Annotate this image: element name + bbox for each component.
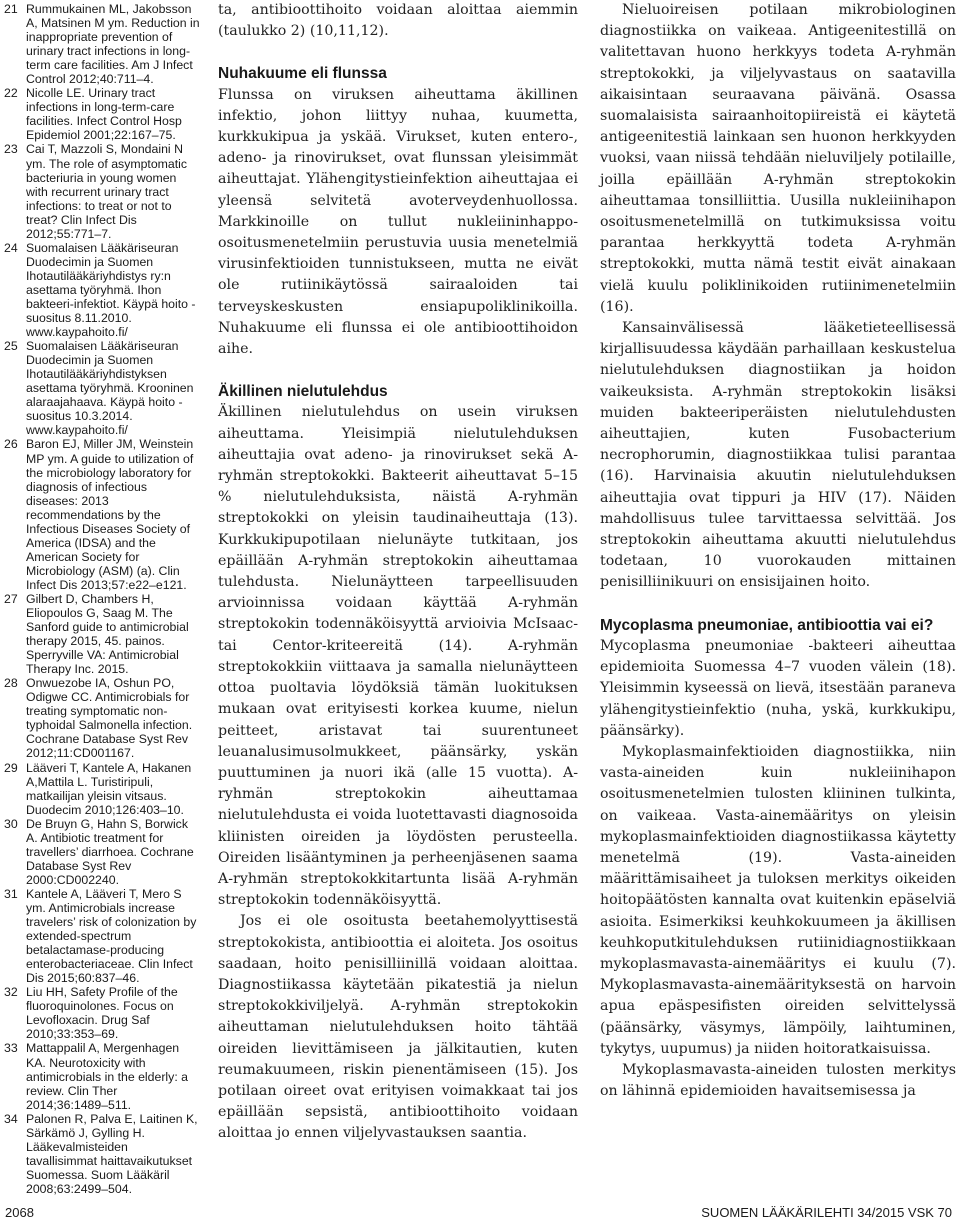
reference-item (4, 437, 200, 592)
reference-number: 32 (4, 985, 18, 1000)
reference-number: 24 (4, 240, 18, 255)
reference-text: Rummukainen ML, Jakobsson A, Matsinen M ym. Reduction in inappropriate prevention of urinary tract infections in long-term care facilities. Am J Infect Control 2012;40:711–4. (26, 2, 200, 87)
reference-text: Suomalaisen Lääkäriseuran Duodecimin ja Suomen Ihotautilääkäriyhdistys ry:n asettama työryhmä. Ihon bakteeri-infektiot. Käypä hoito -suositus 8.11.2010. www.kaypahoito.fi/ (26, 240, 196, 340)
reference-item (4, 676, 200, 760)
reference-number: 25 (4, 339, 18, 354)
reference-item (4, 1112, 200, 1196)
reference-item (4, 817, 200, 887)
reference-item (4, 985, 200, 1041)
reference-number: 28 (4, 676, 18, 691)
body-paragraph: Kansainvälisessä lääketieteellisessä kirjallisuudessa käydään parhaillaan keskustelua nielutulehduksen diagnostiikan ja hoidon vaikeuksista. A-ryhmän streptokokin lisäksi muiden bakteeriperäisten nielutulehdusten aiheuttajien, kuten Fusobacterium necrophorumin, diagnostiikkaa tulisi parantaa (16). Harvinaisia akuutin nielutulehduksen aiheuttajia ovat tippuri ja HIV (17). Näiden mahdollisuus tulee tarvittaessa selvittää. Jos streptokokin aiheuttama akuutti nielutulehdus todetaan, 10 vuorokauden mittainen penisilliinikuuri on ensisijainen hoito. (600, 320, 956, 591)
reference-number: 33 (4, 1041, 18, 1056)
body-paragraph: Jos ei ole osoitusta beetahemolyyttisestä streptokokista, antibioottia ei aloiteta. Jos osoitus saadaan, hoito penisilliinillä voidaan aloittaa. Diagnostiikassa käytetään pikatestiä ja nielun streptokokkiviljelyä. A-ryhmän streptokokin aiheuttaman nielutulehduksen hoito tähtää oireiden lievittämiseen ja jälkitautien, kuten reumakuumeen, riskin pienentämiseen (15). Jos potilaan oireet ovat erityisen voimakkaat tai jos epäillään sepsistä, antibioottihoito voidaan aloittaa jo ennen viljelyvastauksen saantia. (218, 913, 578, 1142)
reference-item (4, 2, 200, 86)
section-heading-flu: Nuhakuume eli flunssa (218, 65, 387, 83)
body-paragraph: Mykoplasmavasta-aineiden tulosten merkitys on lähinnä epidemioiden havaitsemisessa ja (600, 1061, 956, 1100)
section-heading-throat: Äkillinen nielutulehdus (218, 383, 388, 401)
reference-number: 31 (4, 886, 18, 901)
reference-text: Gilbert D, Chambers H, Eliopoulos G, Saag M. The Sanford guide to antimicrobial therapy 2015, 45. painos. Sperryville VA: Antimicrobial Therapy Inc. 2015. (26, 591, 189, 677)
reference-list (4, 2, 200, 1196)
reference-text: De Bruyn G, Hahn S, Borwick A. Antibiotic treatment for travellers’ diarrhoea. Cochrane Database Syst Rev 2000:CD002240. (26, 816, 194, 887)
reference-text: Liu HH, Safety Profile of the fluoroquinolones. Focus on Levofloxacin. Drug Saf 2010;33:353–69. (26, 985, 178, 1042)
reference-text: Baron EJ, Miller JM, Weinstein MP ym. A guide to utilization of the microbiology laboratory for diagnosis of infectious diseases: 2013 recommendations by the Infectious Diseases Society of America (IDSA) and the American Society for Microbiology (ASM) (a). Clin Infect Dis 2013;57:e22–e121. (26, 437, 194, 592)
reference-text: Kantele A, Lääveri T, Mero S ym. Antimicrobials increase travelers’ risk of colonization by extended-spectrum betalactamase-producing enterobacteriaceae. Clin Infect Dis 2015;60:837–46. (26, 886, 197, 986)
reference-item (4, 339, 200, 437)
body-paragraph: Mycoplasma pneumoniae -bakteeri aiheuttaa epidemioita Suomessa 4–7 vuoden välein (18). Yleisimmin kyseessä on lievä, itsestään paraneva ylähengitystieinfektio (nuha, yskä, kurkkukipu, päänsärky). (600, 637, 956, 739)
reference-number: 30 (4, 816, 18, 831)
middle-column (218, 0, 578, 1145)
reference-text: Nicolle LE. Urinary tract infections in long-term-care facilities. Infect Control Hosp Epidemiol 2001;22:167–75. (26, 86, 182, 143)
body-paragraph: ta, antibioottihoito voidaan aloittaa aiemmin (taulukko 2) (10,11,12). (218, 2, 578, 40)
reference-text: Cai T, Mazzoli S, Mondaini N ym. The role of asymptomatic bacteriuria in young women with recurrent urinary tract infections: to treat or not to treat? Clin Infect Dis 2012;55:771–7. (26, 142, 188, 241)
reference-number: 23 (4, 142, 18, 157)
reference-number: 22 (4, 86, 18, 101)
reference-item (4, 241, 200, 339)
reference-item (4, 761, 200, 817)
reference-number: 26 (4, 437, 18, 452)
journal-info: SUOMEN LÄÄKÄRILEHTI 34/2015 VSK 70 (701, 1205, 952, 1220)
reference-number: 34 (4, 1111, 18, 1126)
section-heading-mycoplasma: Mycoplasma pneumoniae, antibioottia vai ei? (600, 616, 934, 634)
right-column (600, 0, 956, 1102)
page-number: 2068 (5, 1205, 34, 1220)
reference-text: Suomalaisen Lääkäriseuran Duodecimin ja Suomen Ihotautilääkäriyhdistyksen asettama työryhmä. Krooninen alaraajahaava. Käypä hoito -suositus 10.3.2014. www.kaypahoito.fi/ (26, 339, 194, 438)
reference-number: 29 (4, 760, 18, 775)
body-paragraph: Nieluoireisen potilaan mikrobiologinen diagnostiikka on vaikeaa. Antigeenitestillä on valitettavan huono herkkyys todeta A-ryhmän streptokokki, ja viljelyvastaus on saatavilla aikaisintaan seuraavana päivänä. Osassa suomalaisista sairaanhoitopiireistä ei käytetä antigeenitestiä lainkaan sen huonon herkkyyden vuoksi, vaan niissä tehdään nieluviljely potilaille, joilla epäillään A-ryhmän streptokokin aiheuttamaa tonsilliittia. Uusilla nukleiinihapon osoitusmenetelmillä on tutkimuksissa voitu parantaa herkkyyttä todeta A-ryhmän streptokokki, mutta nämä testit eivät ainakaan vielä kuulu poliklinikoiden rutiinimenetelmiin (16). (600, 2, 956, 315)
reference-item (4, 86, 200, 142)
reference-text: Onwuezobe IA, Oshun PO, Odigwe CC. Antimicrobials for treating symptomatic non-typhoidal Salmonella infection. Cochrane Database Syst Rev 2012;11:CD001167. (26, 676, 193, 761)
reference-number: 21 (4, 2, 18, 16)
reference-item (4, 142, 200, 240)
reference-item (4, 592, 200, 676)
reference-text: Lääveri T, Kantele A, Hakanen A,Mattila L. Turistiripuli, matkailijan yleisin vitsaus. Duodecim 2010;126:403–10. (26, 760, 192, 817)
page-footer (0, 1205, 960, 1225)
body-paragraph: Mykoplasmainfektioiden diagnostiikka, niin vasta-aineiden kuin nukleiinihapon osoitusmenetelmien tulosten kliininen tulkinta, on vaikeaa. Vasta-ainemääritys on yleisin mykoplasmainfektioiden diagnostiikassa käytetty menetelmä (19). Vasta-aineiden määrittämisaiheet ja tuloksen merkitys oikeiden hoitopäätösten kannalta ovat kuitenkin epäselviä asioita. Esimerkiksi keuhkokuumeen ja äkillisen keuhkoputkitulehduksen rutiinidiagnostiikkaan mykoplasmavasta-ainemääritys ei kuulu (7). Mykoplasmavasta-ainemäärityksestä on harvoin apua epäspesifisten oireiden selvittelyssä (päänsärky, väsymys, lämpöily, laihtuminen, tykytys, uupumus) ja niiden hoitoratkaisuissa. (600, 743, 956, 1057)
reference-item (4, 1041, 200, 1111)
body-paragraph: Flunssa on viruksen aiheuttama äkillinen infektio, johon liittyy nuhaa, kuumetta, kurkkukipua ja yskää. Virukset, kuten entero-, adeno- ja rinovirukset, ovat flunssan yleisimmät aiheuttajat. Ylähengitystieinfektion aiheuttajaa ei yleensä selvitetä avoterveydenhuollossa. Markkinoille on tullut nukleiininhappo-osoitusmenetelmiin perustuvia uusia menetelmiä virusinfektioiden tunnistukseen, mutta ne eivät ole rutiinikäytössä sairaaloiden tai terveyskeskusten ensiapupoliklinikoilla. Nuhakuume eli flunssa ei ole antibioottihoidon aihe. (218, 86, 578, 358)
reference-text: Mattappalil A, Mergenhagen KA. Neurotoxicity with antimicrobials in the elderly: a review. Clin Ther 2014;36:1489–511. (26, 1041, 188, 1112)
body-paragraph: Äkillinen nielutulehdus on usein viruksen aiheuttama. Yleisimpiä nielutulehduksen aiheuttajia ovat adeno- ja rinovirukset sekä A-ryhmän streptokokki. Bakteerit aiheuttavat 5–15 % nielutulehduksista, näistä A-ryhmän streptokokki on yleisin taudinaiheuttaja (13). Kurkkukipupotilaan nielunäyte tutkitaan, jos epäillään A-ryhmän streptokokin aiheuttamaa tulehdusta. Nielunäytteen tarpeellisuuden arvioinnissa voidaan käyttää A-ryhmän streptokokin todennäköisyyttä arvioivia McIsaac- tai Centor-kriteereitä (14). A-ryhmän streptokokkiin viittaava ja samalla nielunäytteen ottoa puoltavia löydöksiä tämän luokituksen mukaan ovat erityisesti korkea kuume, nielun peitteet, aristavat tai suurentuneet leuanalusimusolmukkeet, päänsärky, yskän puuttuminen ja nuori ikä (alle 15 vuotta). A-ryhmän streptokokin aiheuttamaa nielutulehdusta ei voida luotettavasti diagnosoida kliinisten oireiden ja löydösten perusteella. Oireiden lisääntyminen ja perheenjäsenen saama A-ryhmän streptokokkitartunta lisää A-ryhmän streptokokin todennäköisyyttä. (218, 404, 578, 909)
reference-number: 27 (4, 591, 18, 606)
reference-item (4, 887, 200, 985)
reference-text: Palonen R, Palva E, Laitinen K, Särkämö J, Gylling H. Lääkevalmisteiden tavallisimmat haittavaikutukset Suomessa. Suom Lääkäril 2008;63:2499–504. (26, 1111, 198, 1196)
